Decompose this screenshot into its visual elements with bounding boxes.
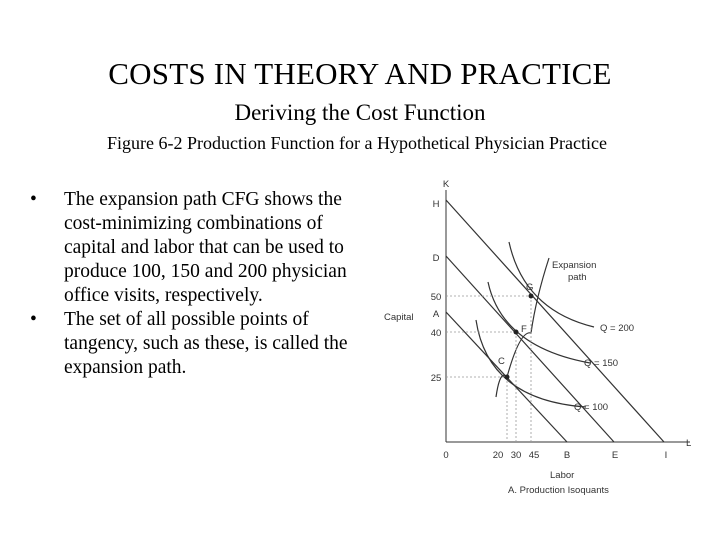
isoquant-label: Q = 200 — [600, 323, 635, 334]
point-label: C — [498, 356, 505, 367]
x-tick-label: 45 — [528, 450, 540, 461]
slide-subtitle: Deriving the Cost Function — [234, 100, 486, 125]
x-tick-label: 30 — [510, 450, 522, 461]
production-isoquants-figure — [376, 172, 706, 502]
labor-axis-title: Labor — [550, 470, 575, 481]
x-axis-label: L — [686, 438, 692, 449]
point-label: G — [526, 282, 534, 293]
y-intercept-label: A — [432, 309, 440, 320]
figure-caption: Figure 6-2 Production Function for a Hypothetical Physician Practice — [107, 133, 607, 153]
expansion-path-label: path — [568, 272, 587, 283]
bullet-item — [30, 188, 360, 308]
y-intercept-label: H — [432, 199, 440, 210]
tangency-point-c — [505, 375, 510, 380]
bullet-list — [30, 188, 360, 380]
bullet-marker: • — [30, 309, 37, 330]
origin-label: 0 — [443, 450, 449, 461]
y-axis-label: K — [442, 179, 450, 190]
bullet-marker: • — [30, 189, 37, 210]
capital-axis-title: Capital — [384, 312, 414, 323]
y-tick-label: 50 — [430, 292, 442, 303]
y-tick-label: 25 — [430, 373, 442, 384]
bullet-text: The set of all possible points of tangency, such as these, is called the expansion path. — [64, 309, 348, 378]
bullet-item — [30, 308, 360, 380]
x-tick-label: 20 — [492, 450, 504, 461]
y-tick-label: 40 — [430, 328, 442, 339]
tangency-point-f — [514, 330, 519, 335]
point-label: F — [521, 324, 527, 335]
x-intercept-label: B — [563, 450, 571, 461]
isoquant-label: Q = 150 — [584, 358, 619, 369]
panel-label: A. Production Isoquants — [508, 485, 609, 496]
slide-title: COSTS IN THEORY AND PRACTICE — [108, 56, 612, 91]
bullet-text: The expansion path CFG shows the cost-minimizing combinations of capital and labor that can be used to produce 100, 150 and 200 physician office visits, respectively. — [64, 189, 347, 306]
x-intercept-label: I — [664, 450, 668, 461]
expansion-path-label: Expansion — [552, 260, 597, 271]
y-intercept-label: D — [432, 253, 440, 264]
tangency-point-g — [529, 294, 534, 299]
x-intercept-label: E — [611, 450, 619, 461]
isocost-line-hi — [446, 200, 664, 442]
isoquant-label: Q = 100 — [574, 402, 609, 413]
